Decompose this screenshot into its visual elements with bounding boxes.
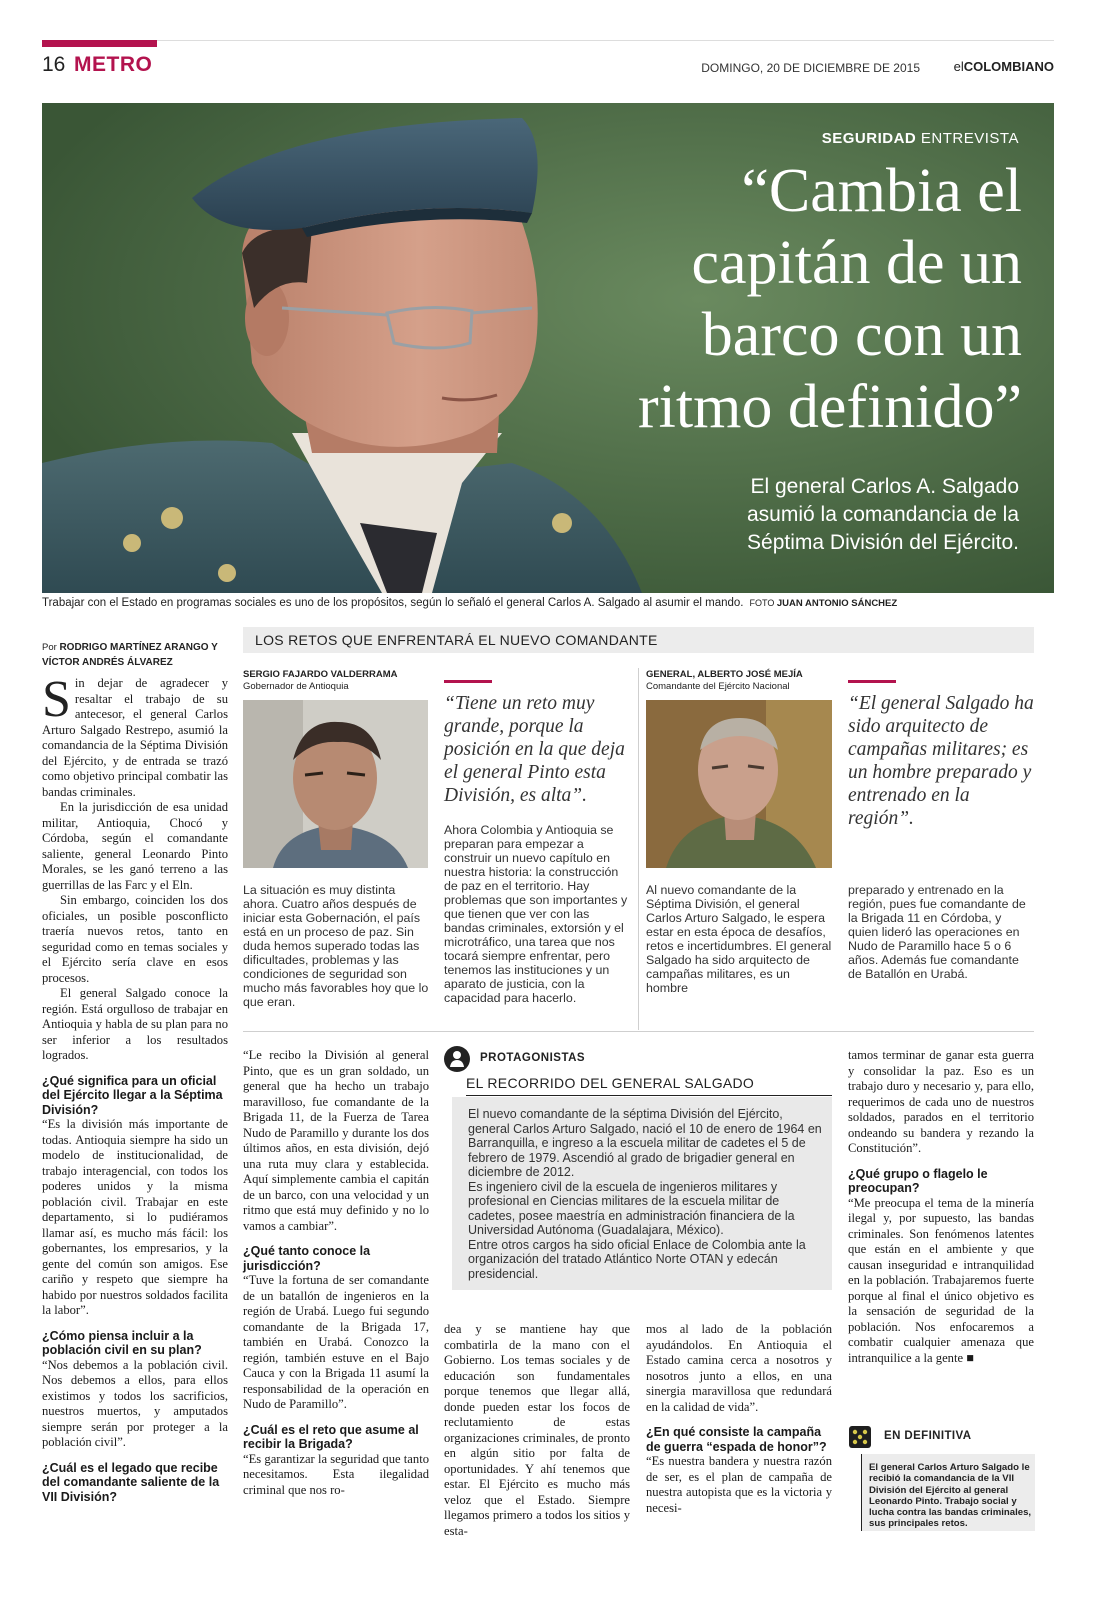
mejia-photo — [646, 700, 832, 868]
photo-label: FOTO — [749, 598, 775, 608]
interview-answer: “Le recibo la División al general Pinto, que es un gran soldado, un general que ha hecho un trabajo maravilloso, fue comandante de la Brigada 11, de la Fuerza de Tarea Nudo de Paramillo y durante los dos últimos años, en esta división, dejó una ruta muy clara y establecida. Aquí simplemente cambia el capitán de un barco, con una velocidad y un ritmo que está muy definido y no lo vamos a cambiar”. — [243, 1048, 429, 1233]
quote-accent-bar — [848, 680, 896, 683]
fajardo-pull-quote: “Tiene un reto muy grande, porque la posición en la que deja el general Pinto esta División, es alta”. — [444, 693, 625, 806]
article-paragraph: Sin embargo, coinciden los dos oficiales, un posible posconflicto traería nuevos retos, tanto en seguridad como en temas sociales y el Ejército sería clave en esos procesos. — [42, 893, 228, 985]
page-number: 16 — [42, 53, 66, 76]
summary-icon — [849, 1426, 871, 1448]
interview-question: ¿Cuál es el legado que recibe del comandante saliente de la VII División? — [42, 1460, 220, 1504]
person-icon — [444, 1046, 470, 1072]
interview-answer: tamos terminar de ganar esta guerra y consolidar la paz. Eso es un trabajo duro y necesario y, para ello, requerimos de cada uno de nuestros soldados, parados en el territorio ondeando su bandera y rezando la Constitución”. — [848, 1048, 1034, 1155]
interview-question: ¿Cómo piensa incluir a la población civil en su plan? — [42, 1328, 202, 1357]
fajardo-photo — [243, 700, 428, 868]
article-lead-text: in dejar de agradecer y resaltar el trabajo de su antecesor, el general Carlos Arturo Salgado Restrepo, asumió la comandancia de la Séptima División del Ejército, y de entrada se trazó como objetivo principal combatir las bandas criminales. — [42, 676, 228, 799]
interview-question: ¿Cuál es el reto que asume al recibir la Brigada? — [243, 1422, 419, 1451]
mejia-quote-body: preparado y entrenado en la región, pues fue comandante de la Brigada 11 en Córdoba, y quien lideró las operaciones en Nudo de Paramillo hace 5 o 6 años. Además fue comandante de Batallón en Urabá. — [848, 883, 1026, 981]
article-paragraph: En la jurisdicción de esa unidad militar, Antioquia, Chocó y Córdoba, según el comandante saliente, general Leonardo Pinto Morales, se les ganó terreno a las guerrillas de las Farc y el Eln. — [42, 800, 228, 892]
newspaper-name: elCOLOMBIANO — [953, 59, 1054, 74]
drop-cap: S — [42, 671, 71, 728]
article-paragraph: El general Salgado conoce la región. Está orgulloso de trabajar en Antioquia y habla de su plan para no ser inferior a los resultados logrados. — [42, 986, 228, 1062]
profile-mejia — [646, 669, 836, 693]
interview-answer: mos al lado de la población ayudándolos. En Antioquia el Estado camina cerca a nosotros y nosotros junto a ellos, en una sinergia maravillosa que redundará en la calidad de vida”. — [646, 1322, 832, 1414]
article-column-1 — [42, 671, 228, 1504]
article-column-2 — [243, 1048, 429, 1498]
interview-answer: “Tuve la fortuna de ser comandante de un batallón de ingenieros en la región de Urabá. Luego fui segundo comandante de la Brigada 17, también en Urabá. Conozco la región, también estuve en el Bajo Cauca y con la Brigada 11 asumí la responsabilidad de la operación en Nudo de Paramillo”. — [243, 1273, 429, 1411]
interview-answer: “Es la división más importante de todas. Antioquia siempre ha sido un modelo de institucionalidad, de trabajo interagencial, con todos los poderes unidos y la misma población civil. Trabajar en este departamento, si lo pudiéramos llamar así, es mucho más fácil: los gobernantes, los empresarios, y la gente del común son amigos. Ese cariño y respeto que siempre ha habido por nuestros soldados facilita la labor”. — [42, 1117, 228, 1317]
protagonistas-label: PROTAGONISTAS — [480, 1052, 586, 1064]
mejia-statement: Al nuevo comandante de la Séptima División, el general Carlos Arturo Salgado, le espera estar en esta época de desafíos, retos e incertidumbres. El general Salgado ha sido arquitecto de campañas militares, es un hombre — [646, 883, 832, 995]
fajardo-quote-body: Ahora Colombia y Antioquia se preparan para empezar a construir un nuevo capítulo en nuestra historia: la construcción de paz en el territorio. Hay problemas que son importantes y que tienen que ver con las bandas criminales, extorsión y el microtráfico, una tarea que nos tocará siempre enfrentar, pero tenemos las instituciones y un aparato de justicia, con la capacidad para hacerlo. — [444, 823, 628, 1005]
profile-name: SERGIO FAJARDO VALDERRAMA — [243, 669, 398, 680]
column-divider — [638, 668, 639, 1030]
section-color-bar — [42, 40, 157, 47]
mejia-pull-quote: “El general Salgado ha sido arquitecto de campañas militares; es un hombre preparado y entrenado en la región”. — [848, 693, 1034, 829]
article-column-4 — [646, 1322, 832, 1516]
retos-section-header: LOS RETOS QUE ENFRENTARÁ EL NUEVO COMANDANTE — [243, 627, 1034, 653]
hero-photo — [42, 103, 1054, 593]
protagonistas-title: EL RECORRIDO DEL GENERAL SALGADO — [466, 1075, 755, 1091]
section-name: METRO — [74, 53, 153, 76]
issue-date: DOMINGO, 20 DE DICIEMBRE DE 2015 — [701, 61, 920, 75]
headline: “Cambia el capitán de un barco con un ritmo definido” — [638, 157, 1022, 441]
photo-caption: Trabajar con el Estado en programas sociales es uno de los propósitos, según lo señaló el general Carlos A. Salgado al asumir el mando. FOTO JUAN ANTONIO SÁNCHEZ — [42, 597, 898, 609]
fajardo-statement: La situación es muy distinta ahora. Cuatro años después de iniciar esta Gobernación, el país está en un proceso de paz. Sin duda hemos superado todas las dificultades, problemas y las condiciones de seguridad son mucho más favorables hoy que lo que eran. — [243, 883, 429, 1009]
profile-role: Gobernador de Antioquia — [243, 681, 349, 692]
interview-question: ¿En qué consiste la campaña de guerra “espada de honor”? — [646, 1425, 827, 1454]
byline: Por RODRIGO MARTÍNEZ ARANGO Y VÍCTOR ANDRÉS ÁLVAREZ — [42, 642, 218, 668]
interview-answer: “Es garantizar la seguridad que tanto necesitamos. Esta ilegalidad criminal que nos ro- — [243, 1451, 429, 1497]
profile-fajardo — [243, 669, 433, 693]
interview-question: ¿Qué grupo o flagelo le preocupan? — [848, 1166, 988, 1195]
profile-role: Comandante del Ejército Nacional — [646, 681, 790, 692]
article-paragraph: dea y se mantiene hay que combatirla de la mano con el Gobierno. Los temas sociales y de educación son fundamentales porque tenemos que llegar allá, donde pueden estar los focos de reclutamiento de estas organizaciones criminales, de pronto en algún sitio por falta de oportunidades. Y ahí tenemos que estar. El Ejército es mucho más veloz que el Estado. Siempre llegamos primero a todos los sitios y esta- — [444, 1322, 630, 1538]
en-definitiva-label: EN DEFINITIVA — [884, 1430, 972, 1442]
header-rule — [42, 40, 1054, 41]
subheadline: El general Carlos A. Salgado asumió la comandancia de la Séptima División del Ejército. — [747, 475, 1019, 554]
quote-accent-bar — [444, 680, 492, 683]
photo-credit: JUAN ANTONIO SÁNCHEZ — [776, 598, 898, 609]
interview-answer: “Me preocupa el tema de la minería ilegal y, por supuesto, las bandas criminales. Son fenómenos latentes que están en el ambiente y que causan inseguridad e intranquilidad en la población. Trabajaremos fuerte porque al final el único objetivo es la sensación de seguridad de la población. Nos enfocaremos a combatir cualquier amenaza que intranquilice a la gente ■ — [848, 1195, 1034, 1365]
interview-answer: “Es nuestra bandera y nuestra razón de ser, es el plan de campaña de nuestra autopista que es la victoria y necesi- — [646, 1454, 832, 1515]
article-lead — [42, 671, 228, 800]
interview-question: ¿Qué tanto conoce la jurisdicción? — [243, 1244, 371, 1273]
article-column-5 — [848, 1048, 1034, 1366]
profile-name: GENERAL, ALBERTO JOSÉ MEJÍA — [646, 669, 803, 680]
hero-kicker: SEGURIDAD ENTREVISTA — [821, 130, 1019, 147]
article-column-3 — [444, 1322, 630, 1539]
protagonistas-text: El nuevo comandante de la séptima División del Ejército, general Carlos Arturo Salgado, nació el 10 de enero de 1964 en Barranquilla, e ingreso a la escuela militar de cadetes el 5 de febrero de 1979. Ascendió al grado de brigadier general en diciembre de 2012. Es ingeniero civil de la escuela de ingenieros militares y profesional en Ciencias militares de la escuela militar de cadetes, posee maestría en administración financiera de la Universidad Autónoma (Guadalajara, México). Entre otros cargos ha sido oficial Enlace de Colombia ante la organización del tratado Atlántico Norte OTAN y edecán presidencial. — [468, 1107, 822, 1281]
en-definitiva-text: El general Carlos Arturo Salgado le recibió la comandancia de la VII División del Ejército al general Leonardo Pinto. Trabajo social y lucha contra las bandas criminales, sus principales retos. — [869, 1462, 1032, 1530]
protagonistas-rule — [466, 1095, 832, 1096]
section-divider — [243, 1031, 1034, 1032]
interview-answer: “Nos debemos a la población civil. Nos debemos a ellos, para ellos existimos y todos los sacrificios, nuestros muertos, y amputados siempre serán por proteger a la población civil”. — [42, 1357, 228, 1449]
interview-question: ¿Qué significa para un oficial del Ejército llegar a la Séptima División? — [42, 1073, 223, 1117]
